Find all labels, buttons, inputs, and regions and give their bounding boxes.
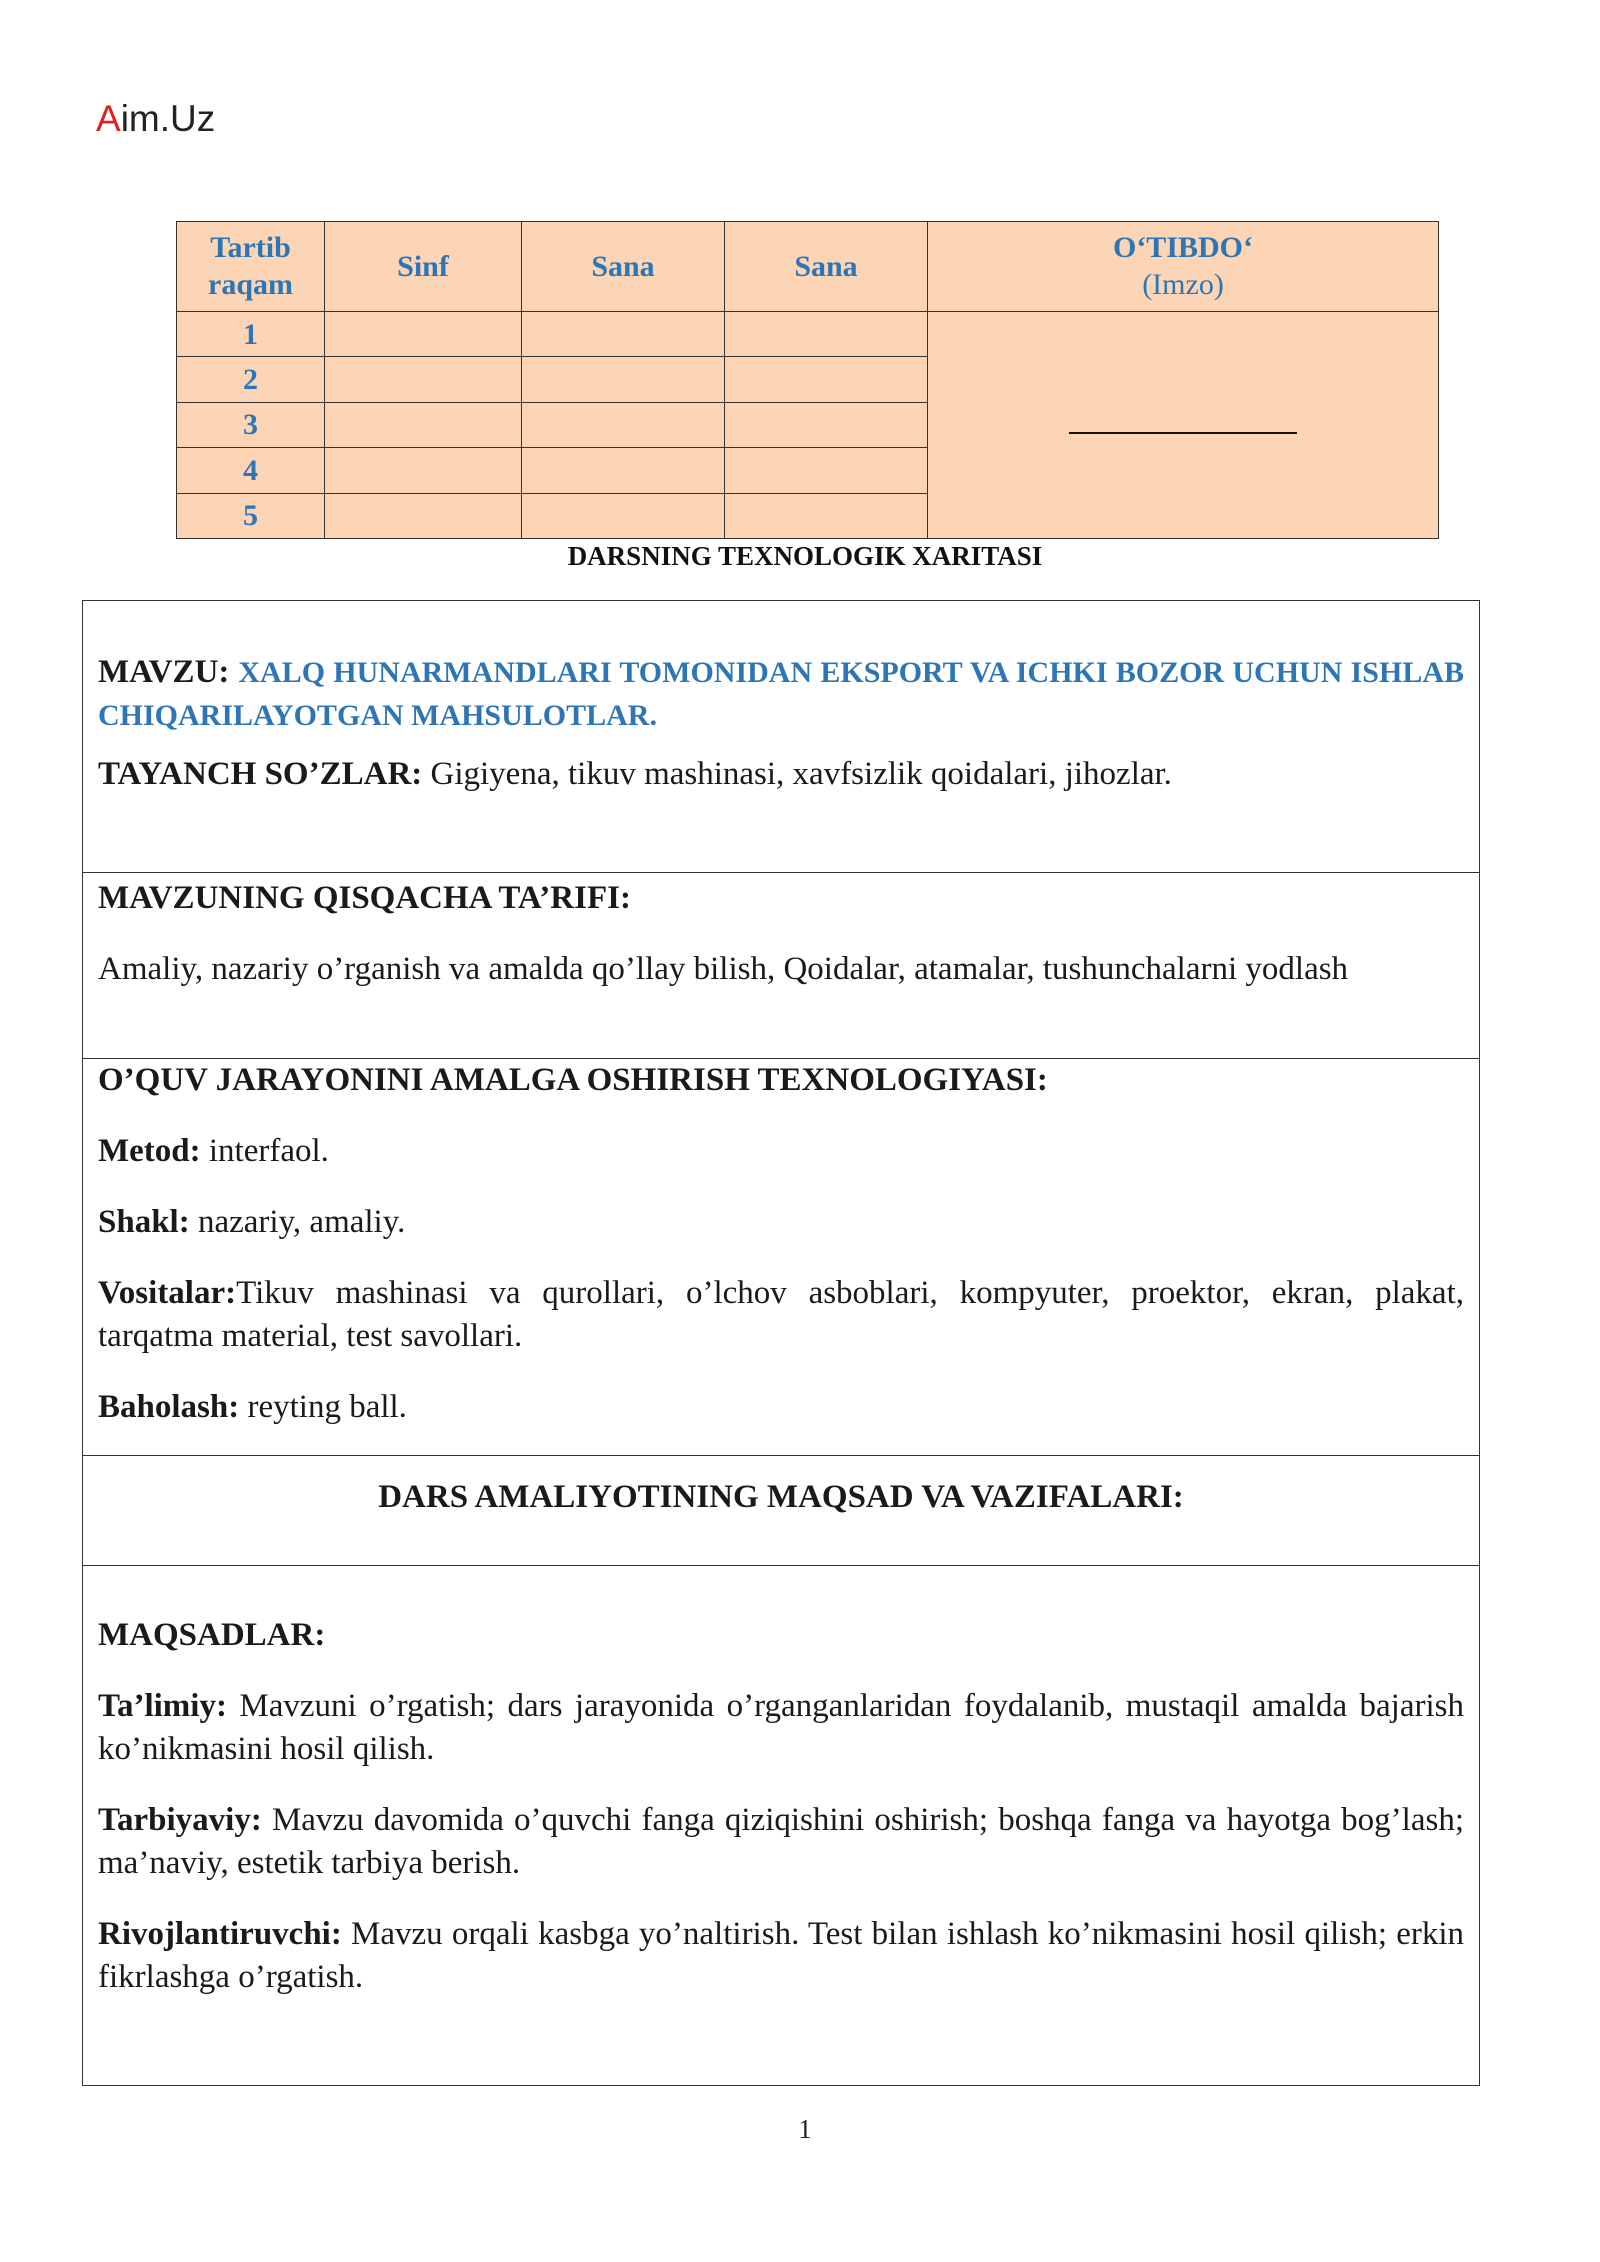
metod-paragraph — [98, 1130, 1464, 1173]
row-number: 5 — [177, 493, 325, 538]
logo-text: im.Uz — [120, 98, 216, 139]
texnologiya-section — [83, 1059, 1479, 1456]
sinf-cell[interactable] — [325, 402, 522, 447]
row-number: 1 — [177, 311, 325, 356]
tarbiyaviy-label: Tarbiyaviy: — [98, 1802, 262, 1838]
vositalar-paragraph — [98, 1272, 1464, 1358]
register-header-row — [177, 222, 1439, 312]
sinf-cell[interactable] — [325, 311, 522, 356]
sana-cell[interactable] — [725, 357, 928, 402]
talimiy-paragraph — [98, 1685, 1464, 1771]
sana-cell[interactable] — [522, 402, 725, 447]
maqsadlar-heading — [98, 1614, 1464, 1657]
page-number: 1 — [798, 2114, 812, 2144]
map-title: DARSNING TEXNOLOGIK XARITASI — [567, 541, 1043, 571]
register-table — [176, 221, 1439, 539]
qisqacha-text: Amaliy, nazariy o’rganish va amalda qo’llay bilish, Qoidalar, atamalar, tushunchalarni yodlash — [98, 951, 1349, 987]
rivoj-paragraph — [98, 1913, 1464, 1999]
header-sana-2: Sana — [725, 222, 928, 312]
tarbiyaviy-text: Mavzu davomida o’quvchi fanga qiziqishini oshirish; boshqa fanga va hayotga bog’lash; ma’naviy, estetik tarbiya berish. — [98, 1802, 1464, 1881]
vositalar-label: Vositalar: — [98, 1275, 237, 1311]
sana-cell[interactable] — [522, 493, 725, 538]
signature-line — [1069, 432, 1297, 434]
qisqacha-section — [83, 873, 1479, 1059]
sana-cell[interactable] — [725, 402, 928, 447]
sana-cell[interactable] — [725, 448, 928, 493]
tayanch-paragraph — [98, 753, 1464, 796]
mavzu-section — [83, 601, 1479, 873]
talimiy-label: Ta’limiy: — [98, 1688, 227, 1724]
baholash-text: reyting ball. — [247, 1389, 407, 1425]
site-logo — [96, 98, 215, 140]
maqsadlar-section — [83, 1566, 1479, 2085]
row-number: 4 — [177, 448, 325, 493]
maqsadlar-heading-text: MAQSADLAR: — [98, 1617, 326, 1653]
shakl-text: nazariy, amaliy. — [197, 1204, 406, 1240]
header-sinf: Sinf — [325, 222, 522, 312]
sana-cell[interactable] — [522, 357, 725, 402]
logo-letter: A — [96, 98, 121, 139]
mavzu-label: MAVZU: — [98, 654, 230, 690]
metod-text: interfaol. — [208, 1133, 329, 1169]
mavzu-topic: XALQ HUNARMANDLARI TOMONIDAN EKSPORT VA ICHKI BOZOR UCHUN ISHLAB CHIQARILAYOTGAN MAHSULOTLAR. — [98, 656, 1465, 732]
row-number: 2 — [177, 357, 325, 402]
signature-cell[interactable] — [928, 311, 1439, 538]
shakl-paragraph — [98, 1201, 1464, 1244]
qisqacha-heading-text: MAVZUNING QISQACHA TA’RIFI: — [98, 880, 631, 916]
vositalar-text: Tikuv mashinasi va qurollari, o’lchov asboblari, kompyuter, proektor, ekran, plakat, tarqatma material, test savollari. — [98, 1275, 1464, 1354]
sana-cell[interactable] — [725, 493, 928, 538]
talimiy-text: Mavzuni o’rgatish; dars jarayonida o’rganganlaridan foydalanib, mustaqil amalda bajarish ko’nikmasini hosil qilish. — [98, 1688, 1465, 1767]
header-otibdo — [928, 222, 1439, 312]
metod-label: Metod: — [98, 1133, 201, 1169]
maqsad-heading-section — [83, 1456, 1479, 1566]
texnologiya-heading — [98, 1059, 1464, 1102]
row-number: 3 — [177, 402, 325, 447]
qisqacha-heading — [98, 877, 1464, 920]
sana-cell[interactable] — [522, 311, 725, 356]
otibdo-title: O‘TIBDO‘ — [1112, 231, 1253, 265]
header-tartib: Tartib raqam — [177, 222, 325, 312]
texnologiya-heading-text: O’QUV JARAYONINI AMALGA OSHIRISH TEXNOLOGIYASI: — [98, 1062, 1048, 1098]
mavzu-paragraph — [98, 651, 1464, 737]
sinf-cell[interactable] — [325, 448, 522, 493]
sana-cell[interactable] — [522, 448, 725, 493]
baholash-paragraph — [98, 1386, 1464, 1429]
sinf-cell[interactable] — [325, 357, 522, 402]
tayanch-label: TAYANCH SO’ZLAR: — [98, 756, 423, 792]
otibdo-subtitle: (Imzo) — [1142, 268, 1224, 302]
header-sana-1: Sana — [522, 222, 725, 312]
baholash-label: Baholash: — [98, 1389, 240, 1425]
tarbiyaviy-paragraph — [98, 1799, 1464, 1885]
sinf-cell[interactable] — [325, 493, 522, 538]
maqsad-heading: DARS AMALIYOTINING MAQSAD VA VAZIFALARI: — [378, 1479, 1184, 1515]
sana-cell[interactable] — [725, 311, 928, 356]
rivoj-label: Rivojlantiruvchi: — [98, 1916, 342, 1952]
lesson-map-box — [82, 600, 1480, 2086]
table-row — [177, 311, 1439, 356]
shakl-label: Shakl: — [98, 1204, 190, 1240]
rivoj-text: Mavzu orqali kasbga yo’naltirish. Test bilan ishlash ko’nikmasini hosil qilish; erkin fikrlashga o’rgatish. — [98, 1916, 1465, 1995]
tayanch-text: Gigiyena, tikuv mashinasi, xavfsizlik qoidalari, jihozlar. — [430, 756, 1172, 792]
